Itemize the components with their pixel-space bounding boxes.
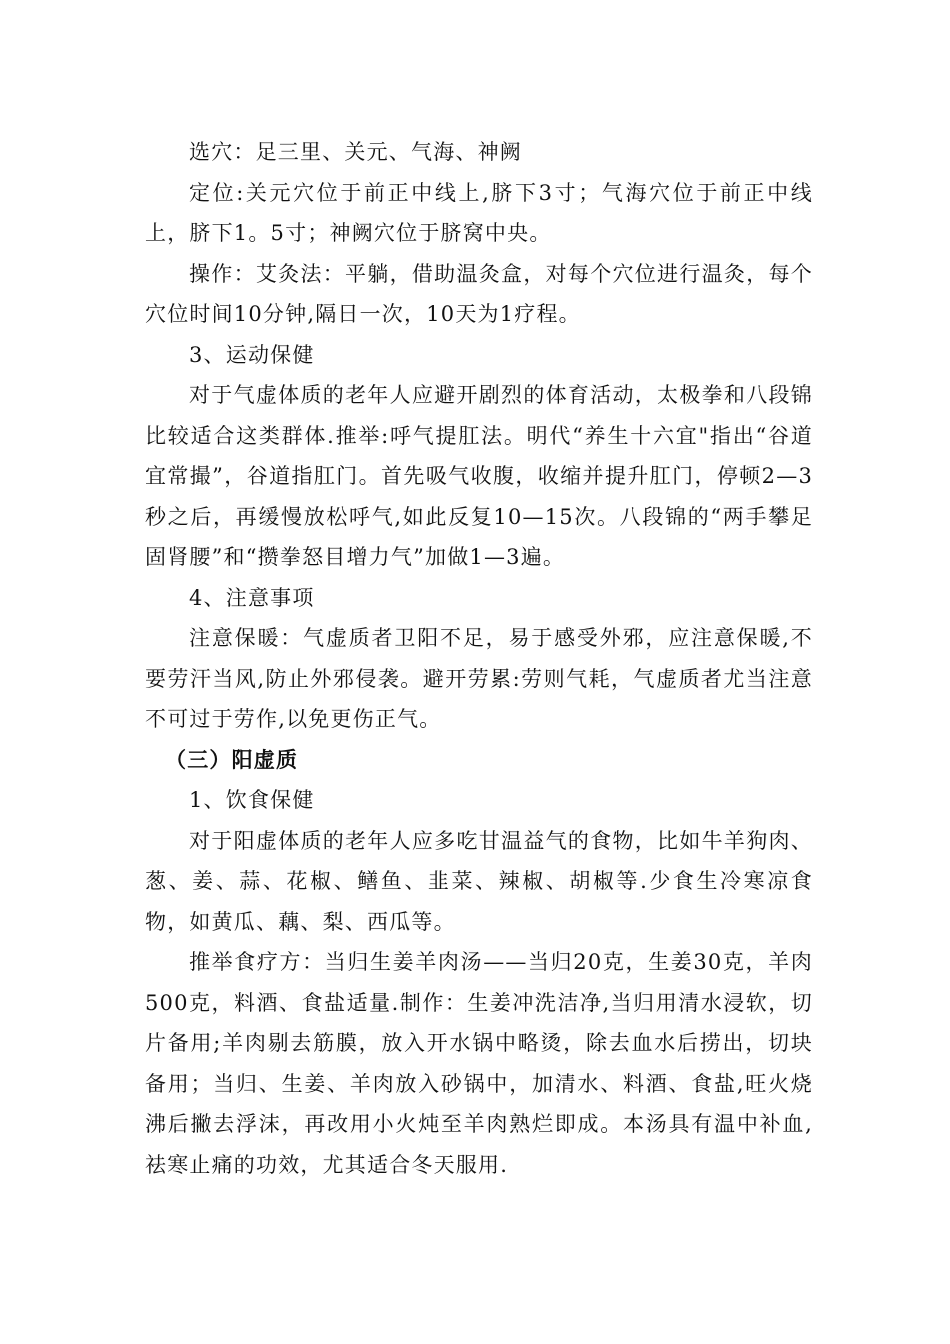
- paragraph-diet: 对于阳虚体质的老年人应多吃甘温益气的食物，比如牛羊狗肉、葱、姜、蒜、花椒、鳝鱼、韭菜、辣椒、胡椒等.少食生冷寒凉食物，如黄瓜、藕、梨、西瓜等。: [145, 828, 813, 934]
- paragraph-recipe: 推举食疗方：当归生姜羊肉汤——当归20克，生姜30克，羊肉500克，料酒、食盐适量.制作：生姜冲洗洁净,当归用清水浸软，切片备用;羊肉剔去筋膜，放入开水锅中略烫，除去血水后捞出，切块备用；当归、生姜、羊肉放入砂锅中，加清水、料酒、食盐,旺火烧沸后撇去浮沫，再改用小火炖至羊肉熟烂即成。本汤具有温中补血,祛寒止痛的功效，尤其适合冬天服用.: [145, 950, 813, 1177]
- document-body: [145, 132, 813, 1185]
- paragraph-acupoints: 选穴：足三里、关元、气海、神阙: [189, 140, 522, 164]
- section-diet-title: 1、饮食保健: [189, 788, 315, 812]
- heading-yang-deficiency: （三）阳虚质: [165, 746, 299, 772]
- section-notes-title: 4、注意事项: [189, 585, 315, 610]
- paragraph-notes: 注意保暖：气虚质者卫阳不足，易于感受外邪，应注意保暖,不要劳汗当风,防止外邪侵袭。避开劳累:劳则气耗，气虚质者尤当注意不可过于劳作,以免更伤正气。: [145, 626, 813, 731]
- paragraph-operation: 操作：艾灸法：平躺，借助温灸盒，对每个穴位进行温灸，每个穴位时间10分钟,隔日一次，10天为1疗程。: [145, 261, 813, 326]
- paragraph-location: 定位:关元穴位于前正中线上,脐下3寸；气海穴位于前正中线上，脐下1。5寸；神阙穴位于脐窝中央。: [145, 180, 813, 245]
- section-exercise-title: 3、运动保健: [189, 342, 315, 367]
- paragraph-exercise: 对于气虚体质的老年人应避开剧烈的体育活动，太极拳和八段锦比较适合这类群体.推举:呼气提肛法。明代“养生十六宜"指出“谷道宜常撮”，谷道指肛门。首先吸气收腹，收缩并提升肛门，停顿2—3秒之后，再缓慢放松呼气,如此反复10—15次。八段锦的“两手攀足固肾腰”和“攒拳怒目增力气”加做1—3遍。: [145, 383, 813, 569]
